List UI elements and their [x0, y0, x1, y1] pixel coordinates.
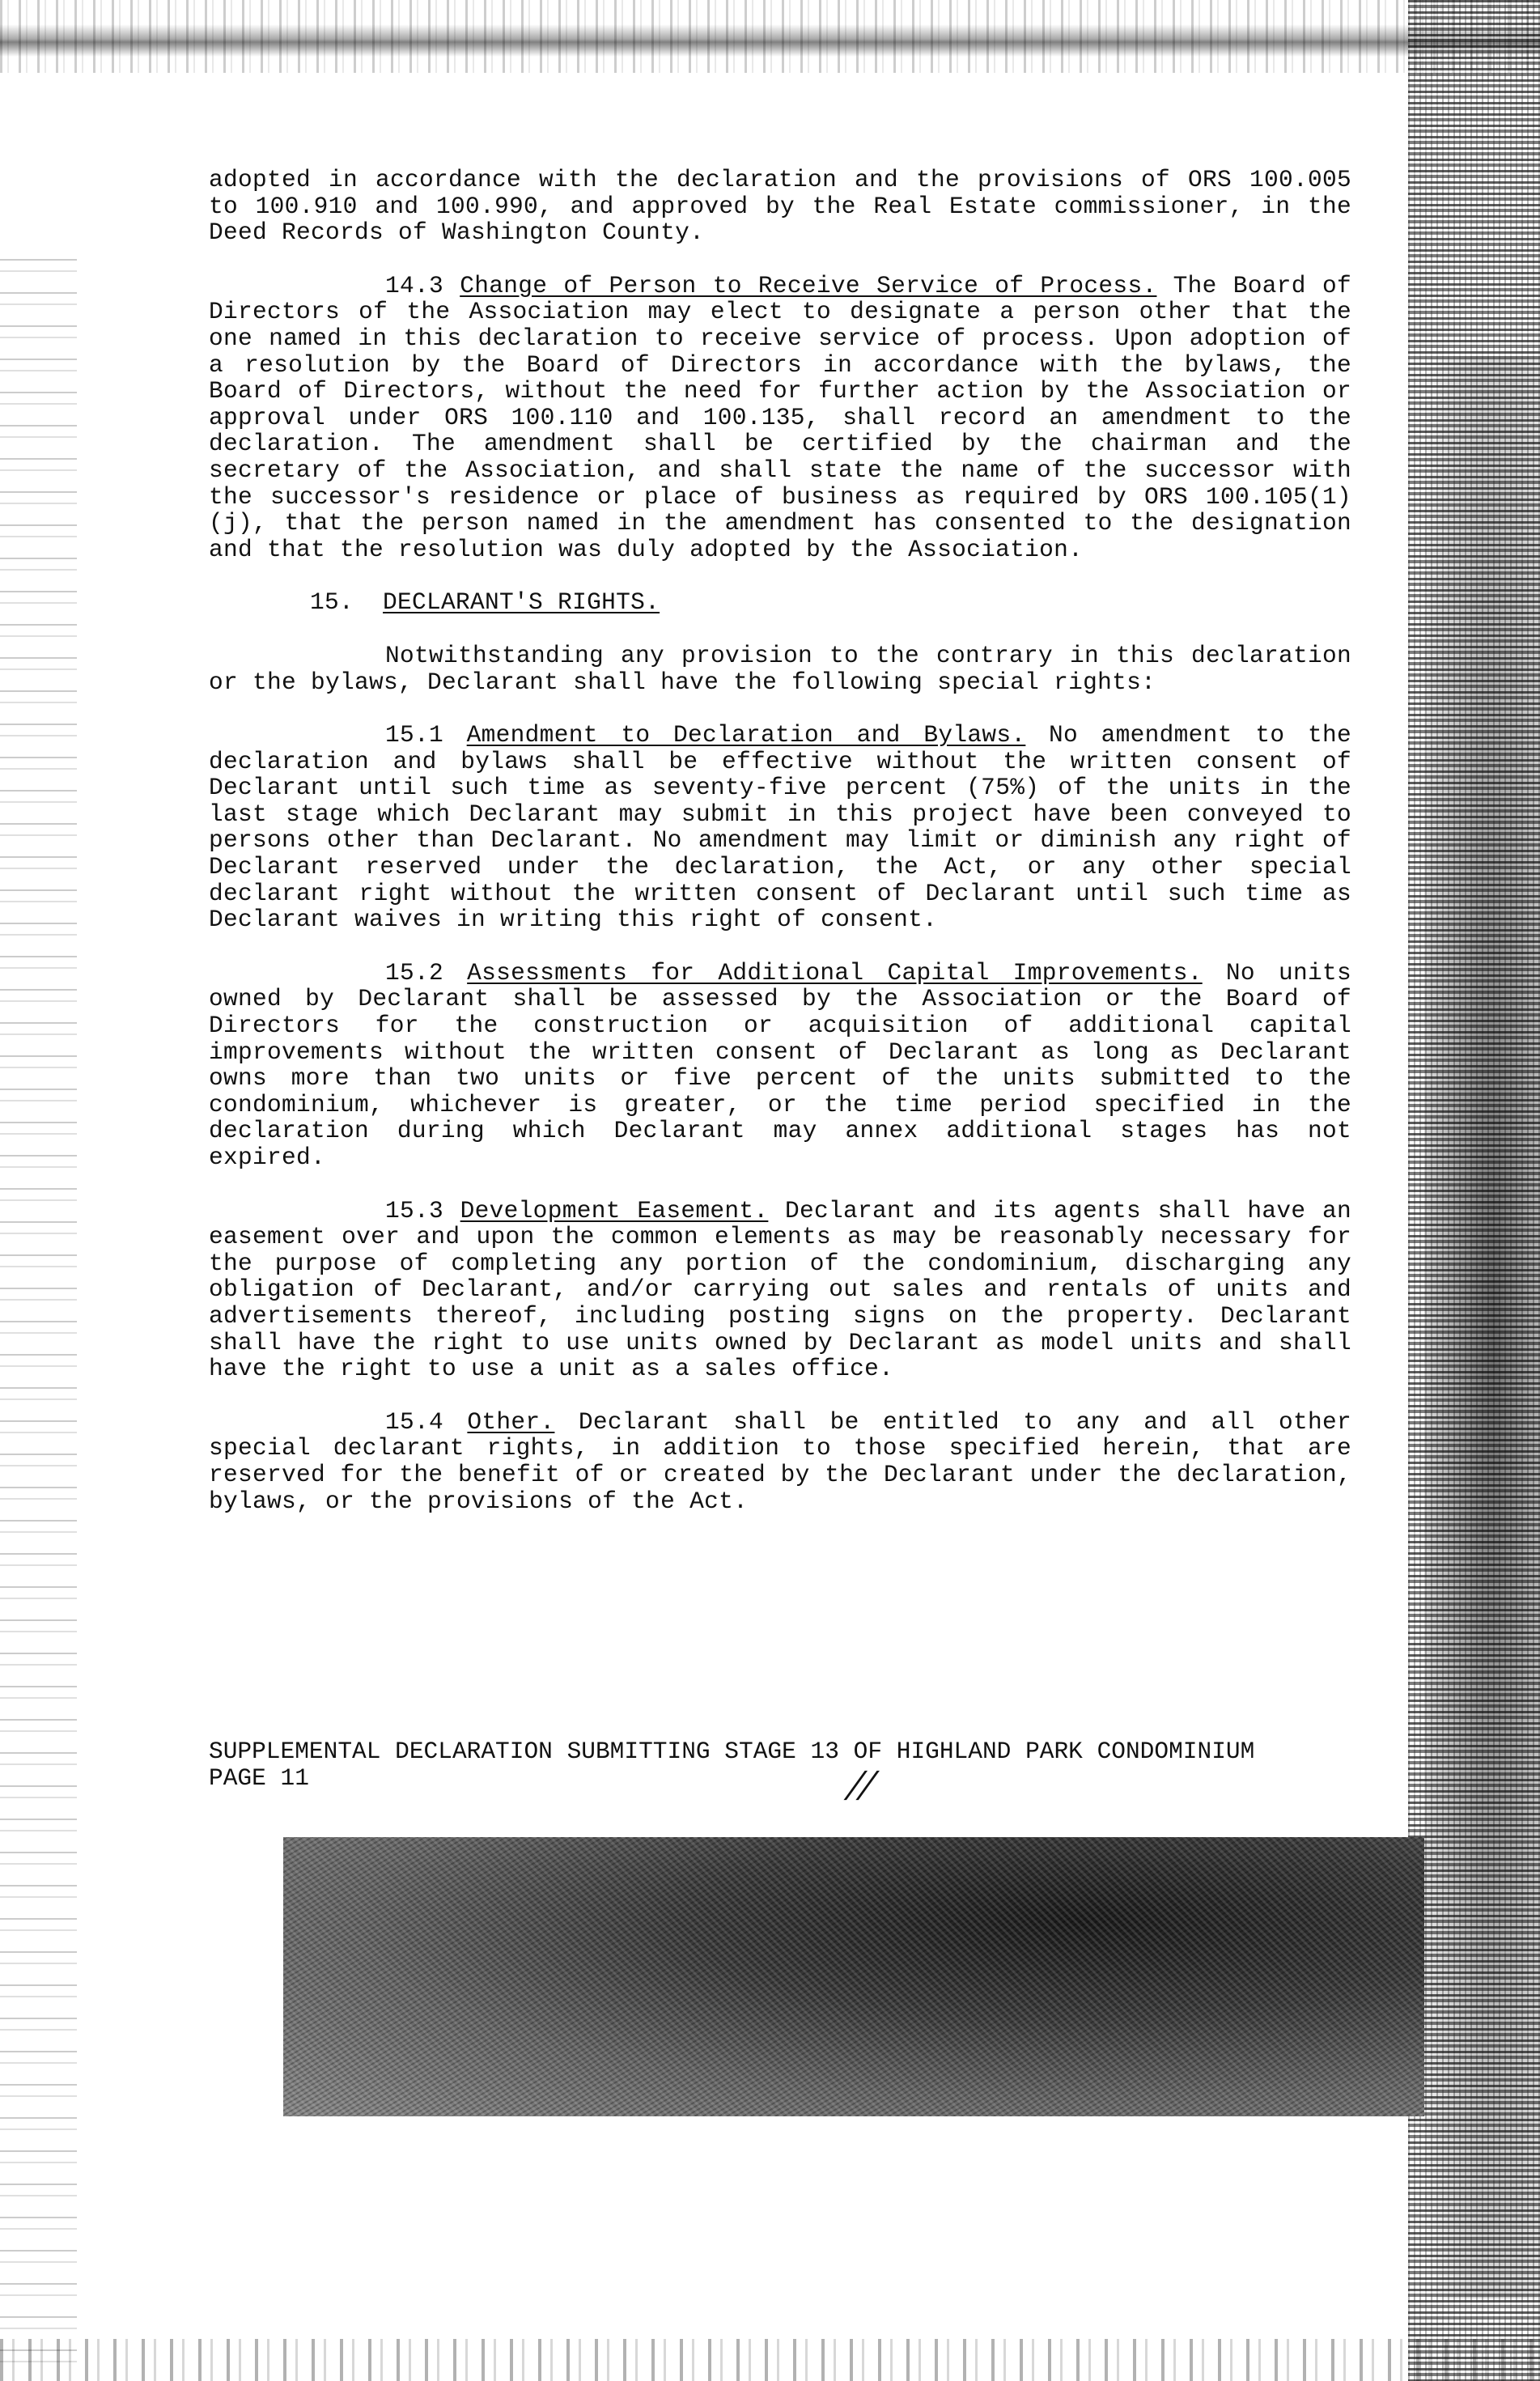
heading-15: [209, 589, 1351, 616]
section-body: Declarant and its agents shall have an easement over and upon the common elements as may be reasonably necessary for the purpose of completing any portion of the condominium, discharging any obligation of Declarant, and/or carrying out sales and rentals of units and advertisements thereof, including posting signs on the property. Declarant shall have the right to use units owned by Declarant as model units and shall have the right to use a unit as a sales office.: [209, 1196, 1351, 1383]
section-15-1: [209, 722, 1351, 933]
section-body: No amendment to the declaration and bylaws shall be effective without the written consent of Declarant until such time as seventy-five percent (75%) of the units in the last stage which Declarant may submit in this project have been conveyed to persons other than Declarant. No amendment may limit or diminish any right of Declarant reserved under the declaration, the Act, or any other special declarant right without the written consent of Declarant until such time as Declarant waives in writing this right of consent.: [209, 721, 1351, 934]
scan-noise-left: [0, 259, 77, 2363]
section-body: Declarant shall be entitled to any and all other special declarant rights, in addition to those specified herein, that are reserved for the benefit of or created by the Declarant under the declaration, bylaws, or the provisions of the Act.: [209, 1407, 1351, 1515]
section-title: Other.: [467, 1407, 555, 1436]
section-number: 15.1: [385, 721, 444, 749]
document-body: [209, 167, 1351, 1514]
section-body: The Board of Directors of the Association may elect to designate a person other that the one named in this declaration to receive service of process. Upon adoption of a resolution by the Board of Directors in accordance with the bylaws, the Board of Directors, without the need for further action by the Association or approval under ORS 100.110 and 100.135, shall record an amendment to the declaration. The amendment shall be certified by the chairman and the secretary of the Association, and shall state the name of the successor with the successor's residence or place of business as required by ORS 100.105(1)(j), that the person named in the amendment has consented to the designation and that the resolution was duly adopted by the Association.: [209, 271, 1351, 563]
paragraph-continuation: adopted in accordance with the declaration and the provisions of ORS 100.005 to 100.910 and 100.990, and approved by the Real Estate commissioner, in the Deed Records of Washington County.: [209, 166, 1351, 247]
section-number: 15.2: [385, 958, 444, 987]
heading-title: DECLARANT'S RIGHTS.: [383, 588, 660, 617]
scan-dark-region: [283, 1837, 1424, 2116]
page-number: PAGE 11: [209, 1764, 309, 1792]
section-title: Assessments for Additional Capital Improvements.: [467, 958, 1203, 987]
section-number: 14.3: [385, 271, 444, 299]
section-body: No units owned by Declarant shall be assessed by the Association or the Board of Directors for the construction or acquisition of additional capital improvements without the written consent of Declarant as long as Declarant owns more than two units or five percent of the units submitted to the condominium, whichever is greater, or the time period specified in the declaration during which Declarant may annex additional stages has not expired.: [209, 958, 1351, 1171]
section-15-3: [209, 1198, 1351, 1382]
section-title: Change of Person to Receive Service of Process.: [460, 271, 1157, 299]
scan-edge-top: [0, 24, 1540, 57]
intro-text: Notwithstanding any provision to the contrary in this declaration or the bylaws, Declarant shall have the following special rights:: [209, 641, 1351, 696]
section-15-4: [209, 1409, 1351, 1514]
scan-edge-bottom: [0, 2339, 1540, 2381]
section-title: Amendment to Declaration and Bylaws.: [466, 721, 1026, 749]
footer-title: SUPPLEMENTAL DECLARATION SUBMITTING STAGE 13 OF HIGHLAND PARK CONDOMINIUM: [209, 1738, 1255, 1765]
page-footer: [209, 1738, 1351, 1792]
section-title: Development Easement.: [460, 1196, 769, 1224]
scan-shadow-right: [1424, 356, 1540, 2298]
section-number: 15.4: [385, 1407, 444, 1436]
section-15-intro: [209, 643, 1351, 695]
section-number: 15.3: [385, 1196, 444, 1224]
handwritten-page-mark: //: [845, 1764, 879, 1806]
heading-number: 15.: [310, 588, 354, 617]
section-14-3: [209, 273, 1351, 563]
section-15-2: [209, 960, 1351, 1171]
